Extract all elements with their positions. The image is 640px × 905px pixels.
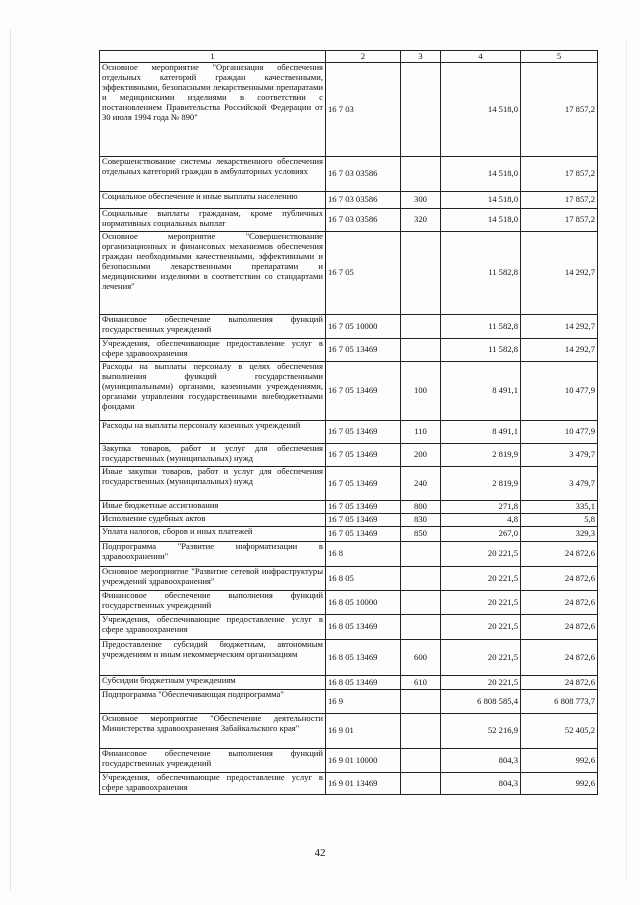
row-name-cell: Подпрограмма "Обеспечивающая подпрограмма" [100,690,326,714]
row-expense-type-cell [401,232,441,315]
row-code-cell: 16 7 05 13469 [326,339,401,362]
row-name-cell: Расходы на выплаты персоналу в целях обеспечения выполнения функций государственными (муниципальными) органами, казенными учреждениями, органами управления государственными внебюджетными фондами [100,362,326,421]
row-value-4-cell: 804,3 [441,773,521,795]
row-code-cell: 16 7 03 03586 [326,192,401,209]
table-row [100,444,598,467]
table-row [100,615,598,640]
row-value-5-cell: 14 292,7 [521,315,598,339]
row-value-5-cell: 24 872,6 [521,676,598,690]
scan-edge-right [626,40,627,880]
row-name-cell: Основное мероприятие "Организация обеспечения отдельных категорий граждан качественными, эффективными, безопасными лекарственными препаратами и медицинскими изделиями в соответствии с постановлением Правительства Российской Федерации от 30 июля 1994 года № 890" [100,63,326,157]
row-value-5-cell: 17 857,2 [521,63,598,157]
table-row [100,676,598,690]
row-value-5-cell: 329,3 [521,527,598,542]
header-row [100,51,598,63]
row-expense-type-cell [401,63,441,157]
row-value-4-cell: 2 819,9 [441,467,521,501]
row-value-4-cell: 11 582,8 [441,232,521,315]
row-value-5-cell: 52 405,2 [521,714,598,749]
row-expense-type-cell: 830 [401,514,441,527]
row-expense-type-cell: 110 [401,421,441,444]
row-value-4-cell: 14 518,0 [441,209,521,232]
table-row [100,749,598,773]
header-col-3: 3 [401,51,441,63]
row-expense-type-cell [401,749,441,773]
row-expense-type-cell [401,773,441,795]
row-value-4-cell: 20 221,5 [441,676,521,690]
row-value-4-cell: 14 518,0 [441,157,521,192]
row-name-cell: Социальное обеспечение и иные выплаты населению [100,192,326,209]
row-expense-type-cell: 610 [401,676,441,690]
table-row [100,421,598,444]
row-value-5-cell: 5,8 [521,514,598,527]
row-name-cell: Закупка товаров, работ и услуг для обеспечения государственных (муниципальных) нужд [100,444,326,467]
row-code-cell: 16 7 03 03586 [326,157,401,192]
row-expense-type-cell [401,567,441,591]
row-value-4-cell: 11 582,8 [441,339,521,362]
row-expense-type-cell: 240 [401,467,441,501]
row-value-4-cell: 8 491,1 [441,362,521,421]
row-code-cell: 16 7 03 [326,63,401,157]
row-code-cell: 16 8 05 13469 [326,640,401,676]
row-name-cell: Иные бюджетные ассигнования [100,501,326,514]
row-code-cell: 16 7 03 03586 [326,209,401,232]
row-value-4-cell: 11 582,8 [441,315,521,339]
row-value-4-cell: 4,8 [441,514,521,527]
row-expense-type-cell: 800 [401,501,441,514]
table-row [100,192,598,209]
table-row [100,209,598,232]
row-value-5-cell: 10 477,9 [521,362,598,421]
row-value-4-cell: 267,0 [441,527,521,542]
table-row [100,773,598,795]
row-name-cell: Расходы на выплаты персоналу казенных учреждений [100,421,326,444]
row-expense-type-cell [401,315,441,339]
table-row [100,362,598,421]
table-row [100,467,598,501]
table-row [100,640,598,676]
row-expense-type-cell: 100 [401,362,441,421]
page-number: 42 [314,847,326,859]
row-code-cell: 16 7 05 13469 [326,501,401,514]
header-col-1: 1 [100,51,326,63]
header-col-5: 5 [521,51,598,63]
row-code-cell: 16 7 05 13469 [326,421,401,444]
budget-table [99,50,598,795]
row-code-cell: 16 7 05 13469 [326,514,401,527]
row-code-cell: 16 7 05 13469 [326,527,401,542]
row-value-4-cell: 8 491,1 [441,421,521,444]
row-expense-type-cell: 300 [401,192,441,209]
row-name-cell: Социальные выплаты гражданам, кроме публичных нормативных социальных выплат [100,209,326,232]
row-name-cell: Субсидии бюджетным учреждениям [100,676,326,690]
row-code-cell: 16 8 [326,542,401,567]
table-row [100,514,598,527]
row-value-5-cell: 992,6 [521,773,598,795]
row-expense-type-cell [401,714,441,749]
row-value-5-cell: 335,1 [521,501,598,514]
row-name-cell: Подпрограмма "Развитие информатизации в здравоохранении" [100,542,326,567]
table-row [100,232,598,315]
row-value-5-cell: 24 872,6 [521,567,598,591]
row-code-cell: 16 7 05 10000 [326,315,401,339]
row-value-4-cell: 20 221,5 [441,640,521,676]
row-value-4-cell: 20 221,5 [441,567,521,591]
row-expense-type-cell: 320 [401,209,441,232]
row-value-4-cell: 52 216,9 [441,714,521,749]
row-value-4-cell: 6 808 585,4 [441,690,521,714]
row-code-cell: 16 7 05 13469 [326,362,401,421]
row-value-5-cell: 14 292,7 [521,339,598,362]
row-expense-type-cell: 850 [401,527,441,542]
table-row [100,63,598,157]
table-row [100,157,598,192]
row-value-4-cell: 20 221,5 [441,542,521,567]
table-row [100,542,598,567]
scan-edge-left [10,30,11,890]
row-expense-type-cell [401,339,441,362]
row-value-4-cell: 271,8 [441,501,521,514]
table-row [100,315,598,339]
row-expense-type-cell [401,690,441,714]
row-name-cell: Предоставление субсидий бюджетным, автономным учреждениям и иным некоммерческим организациям [100,640,326,676]
budget-table-body [100,51,598,795]
row-value-5-cell: 992,6 [521,749,598,773]
row-value-5-cell: 24 872,6 [521,542,598,567]
row-name-cell: Совершенствование системы лекарственного обеспечения отдельных категорий граждан в амбулаторных условиях [100,157,326,192]
row-name-cell: Учреждения, обеспечивающие предоставление услуг в сфере здравоохранения [100,773,326,795]
row-expense-type-cell: 600 [401,640,441,676]
row-name-cell: Уплата налогов, сборов и иных платежей [100,527,326,542]
row-value-5-cell: 17 857,2 [521,209,598,232]
table-row [100,690,598,714]
table-row [100,527,598,542]
row-name-cell: Основное мероприятие "Развитие сетевой инфраструктуры учреждений здравоохранения" [100,567,326,591]
row-value-5-cell: 6 808 773,7 [521,690,598,714]
row-value-5-cell: 24 872,6 [521,591,598,615]
row-code-cell: 16 9 01 [326,714,401,749]
table-row [100,591,598,615]
row-code-cell: 16 9 01 13469 [326,773,401,795]
row-value-4-cell: 804,3 [441,749,521,773]
row-name-cell: Иные закупки товаров, работ и услуг для обеспечения государственных (муниципальных) нужд [100,467,326,501]
row-name-cell: Основное мероприятие "Совершенствование организационных и финансовых механизмов обеспечения граждан необходимыми качественными, эффективными и безопасными лекарственными препаратами и медицинскими изделиями в соответствии со стандартами лечения" [100,232,326,315]
row-value-5-cell: 24 872,6 [521,615,598,640]
header-col-2: 2 [326,51,401,63]
row-value-5-cell: 17 857,2 [521,157,598,192]
row-expense-type-cell [401,591,441,615]
row-value-5-cell: 24 872,6 [521,640,598,676]
row-expense-type-cell: 200 [401,444,441,467]
row-name-cell: Финансовое обеспечение выполнения функций государственных учреждений [100,315,326,339]
row-value-4-cell: 20 221,5 [441,591,521,615]
row-expense-type-cell [401,615,441,640]
row-code-cell: 16 7 05 13469 [326,467,401,501]
header-col-4: 4 [441,51,521,63]
table-row [100,339,598,362]
row-name-cell: Основное мероприятие "Обеспечение деятельности Министерства здравоохранения Забайкальского края" [100,714,326,749]
row-value-5-cell: 14 292,7 [521,232,598,315]
row-code-cell: 16 8 05 13469 [326,676,401,690]
row-value-4-cell: 20 221,5 [441,615,521,640]
row-value-5-cell: 3 479,7 [521,467,598,501]
table-row [100,501,598,514]
row-value-5-cell: 17 857,2 [521,192,598,209]
table-row [100,714,598,749]
row-code-cell: 16 7 05 13469 [326,444,401,467]
row-value-5-cell: 10 477,9 [521,421,598,444]
row-value-5-cell: 3 479,7 [521,444,598,467]
row-code-cell: 16 7 05 [326,232,401,315]
row-name-cell: Финансовое обеспечение выполнения функций государственных учреждений [100,591,326,615]
row-code-cell: 16 9 01 10000 [326,749,401,773]
row-code-cell: 16 8 05 [326,567,401,591]
row-code-cell: 16 9 [326,690,401,714]
row-value-4-cell: 14 518,0 [441,192,521,209]
row-name-cell: Учреждения, обеспечивающие предоставление услуг в сфере здравоохранения [100,339,326,362]
row-expense-type-cell [401,542,441,567]
row-code-cell: 16 8 05 10000 [326,591,401,615]
row-expense-type-cell [401,157,441,192]
row-value-4-cell: 14 518,0 [441,63,521,157]
row-value-4-cell: 2 819,9 [441,444,521,467]
table-row [100,567,598,591]
row-code-cell: 16 8 05 13469 [326,615,401,640]
row-name-cell: Финансовое обеспечение выполнения функций государственных учреждений [100,749,326,773]
row-name-cell: Учреждения, обеспечивающие предоставление услуг в сфере здравоохранения [100,615,326,640]
row-name-cell: Исполнение судебных актов [100,514,326,527]
